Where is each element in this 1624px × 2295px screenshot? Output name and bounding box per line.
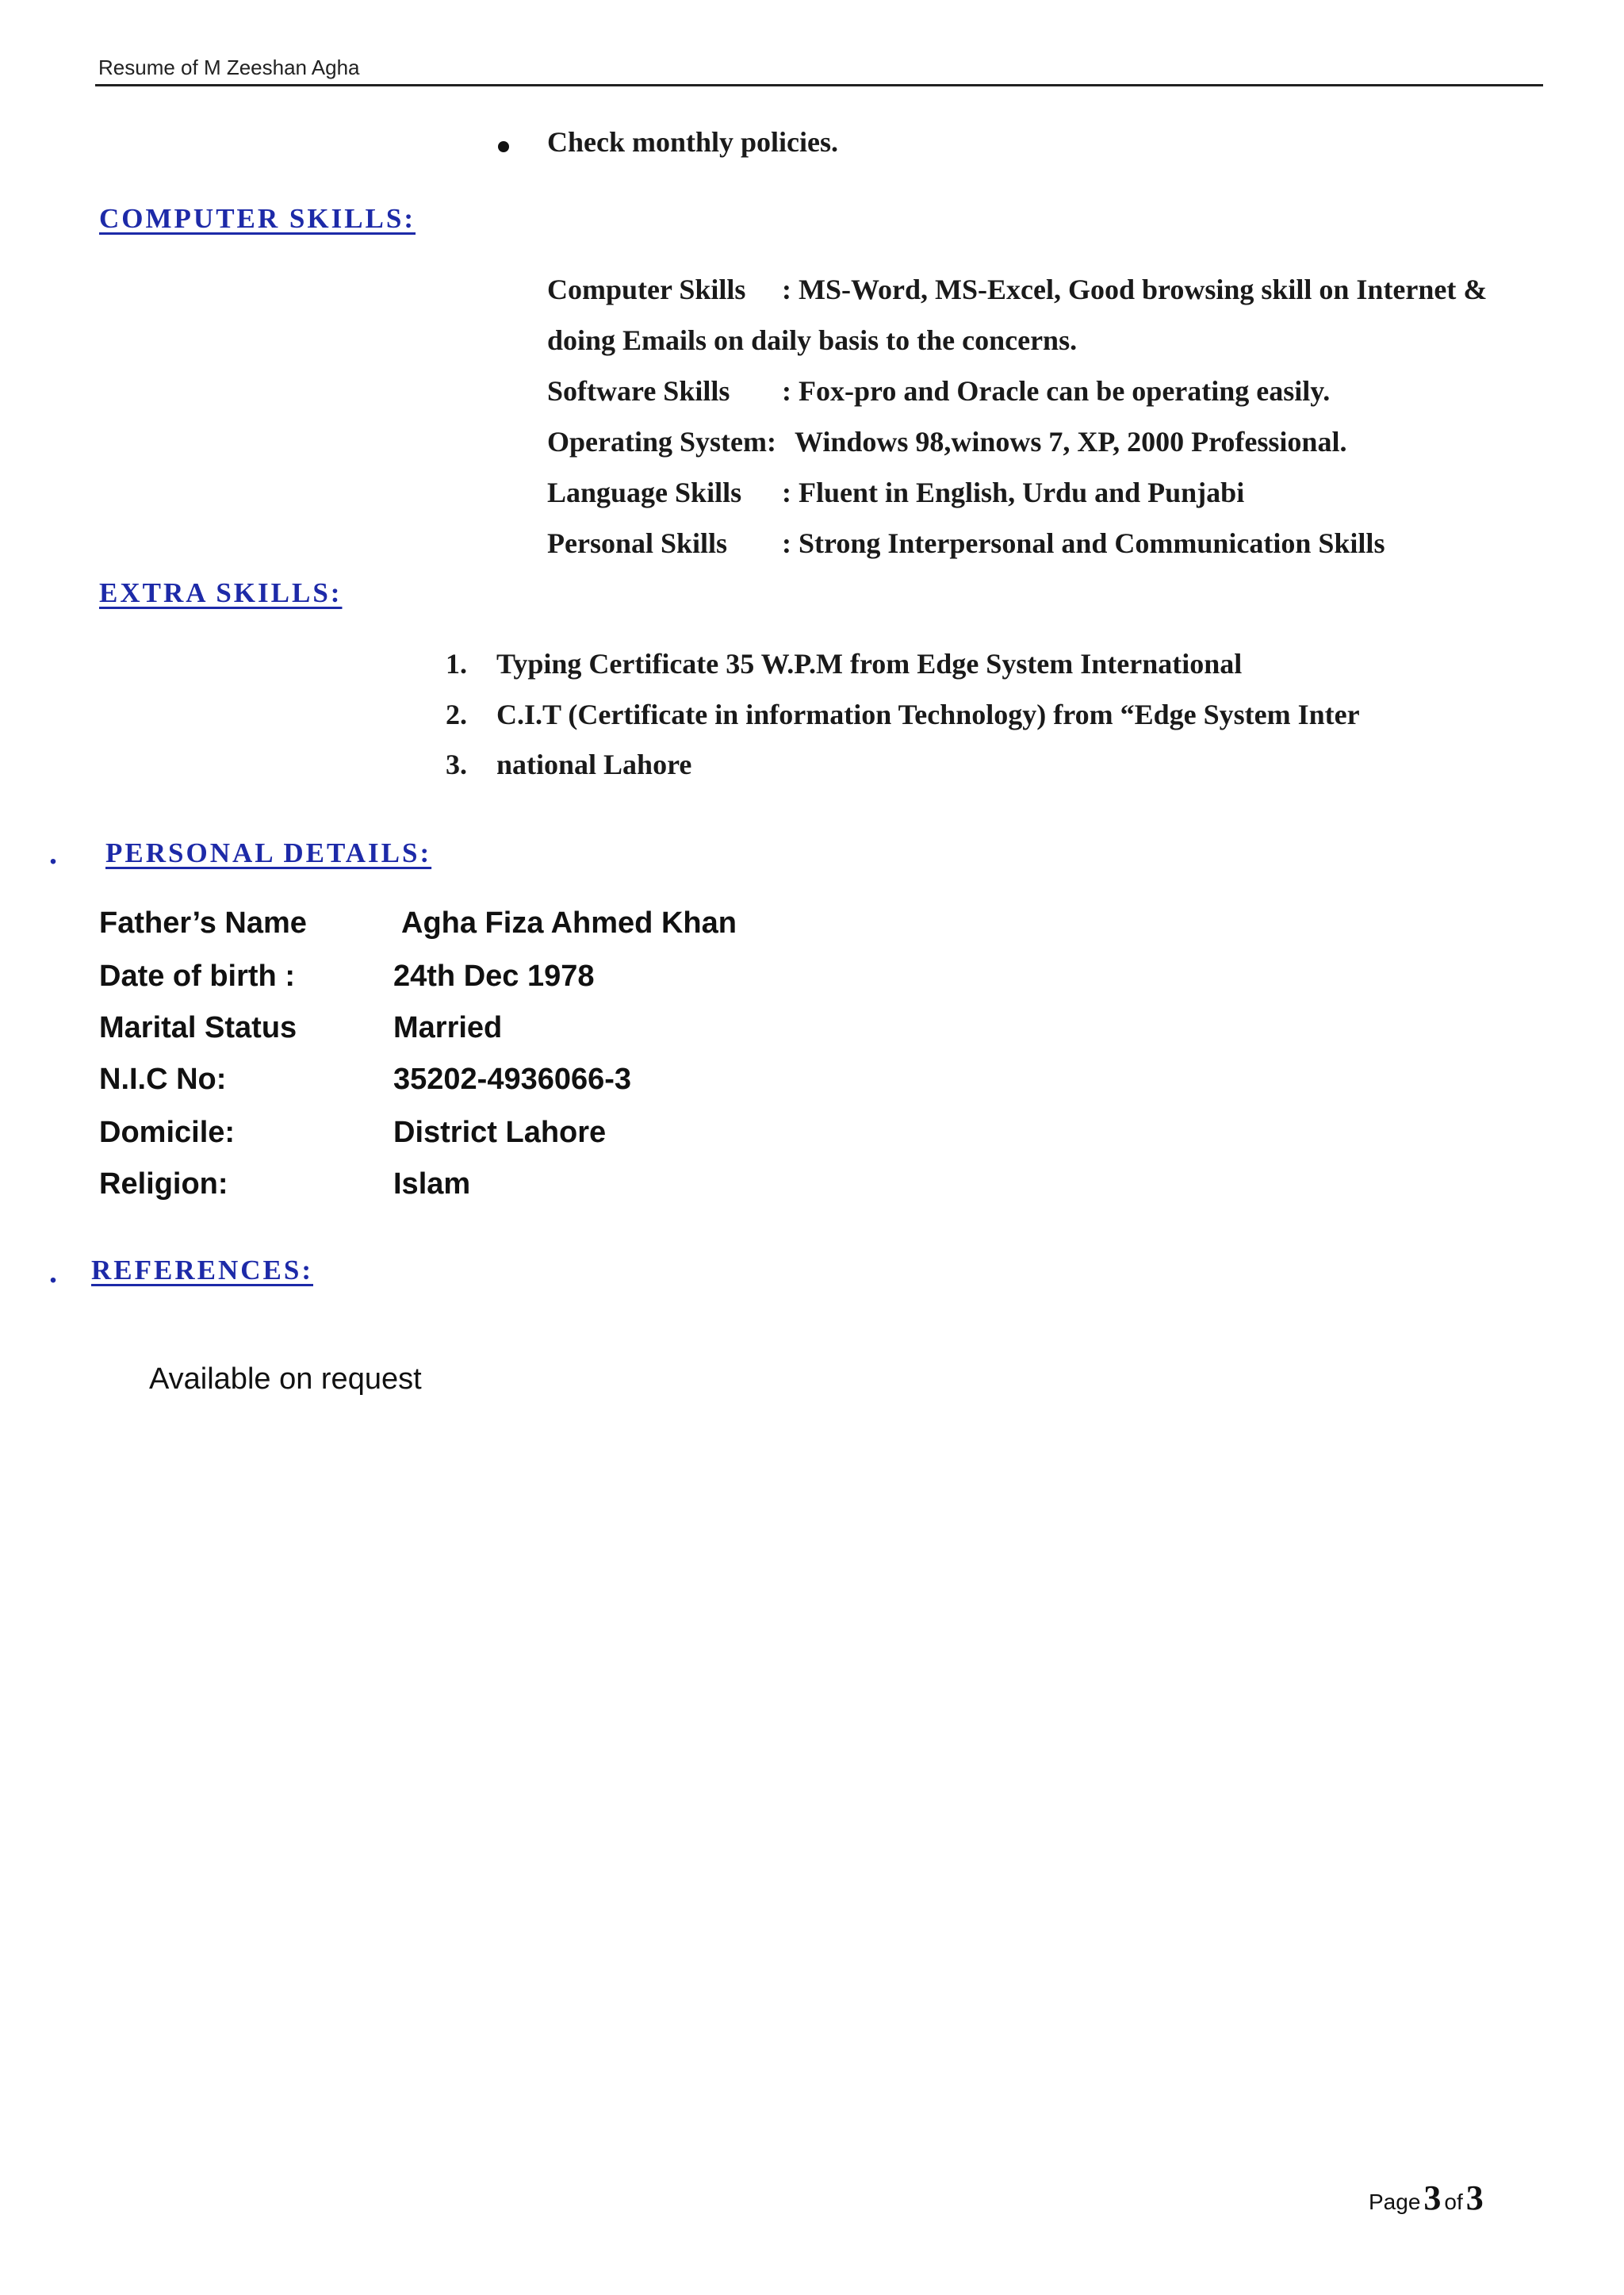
section-marker: . bbox=[49, 835, 57, 871]
skill-value-continued: doing Emails on daily basis to the concerns. bbox=[547, 324, 1078, 356]
skill-value: : MS-Word, MS-Excel, Good browsing skill on Internet & bbox=[782, 274, 1488, 305]
list-item: national Lahore bbox=[496, 749, 692, 780]
references-heading: REFERENCES: bbox=[91, 1255, 313, 1285]
list-item-number: 2. bbox=[446, 699, 467, 730]
section-marker: . bbox=[49, 1254, 57, 1289]
top-bullet-text: Check monthly policies. bbox=[547, 126, 839, 158]
references-text: Available on request bbox=[149, 1362, 422, 1396]
detail-label: Father’s Name bbox=[99, 906, 307, 940]
detail-label: Marital Status bbox=[99, 1011, 297, 1044]
page-word: Page bbox=[1369, 2190, 1421, 2214]
skill-label: Personal Skills bbox=[547, 527, 728, 559]
page-current: 3 bbox=[1423, 2178, 1442, 2217]
detail-value: 35202-4936066-3 bbox=[393, 1063, 632, 1096]
list-item-number: 1. bbox=[446, 648, 467, 680]
list-item: Typing Certificate 35 W.P.M from Edge System International bbox=[496, 648, 1243, 680]
header-divider bbox=[95, 84, 1543, 86]
skill-value: Windows 98,winows 7, XP, 2000 Professional. bbox=[795, 426, 1347, 458]
detail-value: District Lahore bbox=[393, 1116, 607, 1149]
skill-label: Language Skills bbox=[547, 477, 742, 508]
page-number bbox=[1369, 2178, 1484, 2218]
detail-label: Domicile: bbox=[99, 1116, 236, 1149]
detail-value: Islam bbox=[393, 1167, 471, 1201]
computer-skills-heading: COMPUTER SKILLS: bbox=[99, 203, 416, 234]
bullet-icon bbox=[498, 141, 509, 152]
page-total: 3 bbox=[1465, 2178, 1484, 2217]
extra-skills-heading: EXTRA SKILLS: bbox=[99, 577, 343, 608]
skill-label: Computer Skills bbox=[547, 274, 746, 305]
detail-value: Married bbox=[393, 1011, 503, 1044]
personal-details-heading: PERSONAL DETAILS: bbox=[105, 837, 432, 868]
list-item-number: 3. bbox=[446, 749, 467, 780]
detail-value: 24th Dec 1978 bbox=[393, 960, 595, 993]
skill-value: : Fox-pro and Oracle can be operating easily. bbox=[782, 375, 1331, 407]
detail-value: Agha Fiza Ahmed Khan bbox=[401, 906, 737, 940]
detail-label: N.I.C No: bbox=[99, 1063, 227, 1096]
list-item: C.I.T (Certificate in information Technology) from “Edge System Inter bbox=[496, 699, 1360, 730]
of-word: of bbox=[1444, 2190, 1463, 2214]
detail-label: Date of birth : bbox=[99, 960, 295, 993]
skill-value: : Fluent in English, Urdu and Punjabi bbox=[782, 477, 1245, 508]
skill-value: : Strong Interpersonal and Communication Skills bbox=[782, 527, 1385, 559]
skill-label: Operating System: bbox=[547, 426, 776, 458]
detail-label: Religion: bbox=[99, 1167, 228, 1201]
skill-label: Software Skills bbox=[547, 375, 730, 407]
page-header-title: Resume of M Zeeshan Agha bbox=[98, 56, 360, 79]
